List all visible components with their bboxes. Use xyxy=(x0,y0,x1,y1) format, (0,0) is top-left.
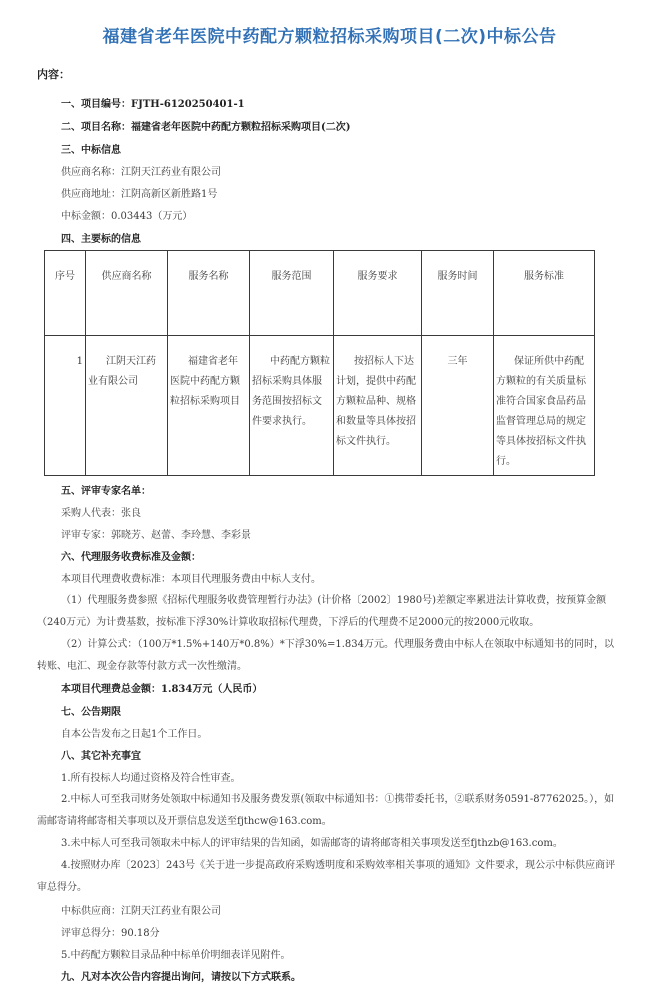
total-score: 评审总得分：90.18分 xyxy=(61,928,160,939)
fee-paragraph-1: （1）代理服务费参照《招标代理服务收费管理暂行办法》(计价格〔2002〕1980号)差额定率累进法计算收费，按预算金额（240万元）为计费基数，按标准下浮30%计算收取招标代理费，下浮后的代理费不足2000元的按2000元收取。 xyxy=(37,595,607,628)
fee-paragraph-2: （2）计算公式：（100万*1.5%+140万*0.8%）*下浮30%=1.834万元。代理服务费由中标人在领取中标通知书的同时，以转账、电汇、现金存款等付款方式一次性缴清。 xyxy=(37,639,614,672)
section-supplementary: 八、其它补充事宜 xyxy=(61,751,141,762)
note-4: 4.按照财办库〔2023〕243号《关于进一步提高政府采购透明度和采购效率相关事项的通知》文件要求，现公示中标供应商评审总得分。 xyxy=(37,860,616,893)
table-cell: 中药配方颗粒招标采购具体服务范围按招标文件要求执行。 xyxy=(250,336,334,476)
expert-list: 评审专家：郭晓芳、赵蕾、李玲慧、李彩景 xyxy=(61,530,251,541)
table-row xyxy=(45,336,595,476)
section-period: 七、公告期限 xyxy=(61,707,121,718)
header-cell: 服务时间 xyxy=(422,251,494,336)
table-cell: 福建省老年医院中药配方颗粒招标采购项目 xyxy=(168,336,250,476)
section-project-number: 一、项目编号：FJTH-6120250401-1 xyxy=(61,99,245,110)
header-cell: 服务范围 xyxy=(250,251,334,336)
table-header-row xyxy=(45,251,595,336)
content-label: 内容： xyxy=(37,68,70,81)
fee-total: 本项目代理费总金额：1.834万元（人民币） xyxy=(61,684,263,695)
section-experts: 五、评审专家名单： xyxy=(61,486,151,497)
page-title: 福建省老年医院中药配方颗粒招标采购项目(二次)中标公告 xyxy=(102,27,557,47)
period-text: 自本公告发布之日起1个工作日。 xyxy=(61,729,208,740)
header-cell: 服务要求 xyxy=(334,251,422,336)
supplier-address: 供应商地址：江阴高新区新胜路1号 xyxy=(61,189,218,200)
header-cell: 供应商名称 xyxy=(86,251,168,336)
section-contact: 九、凡对本次公告内容提出询问，请按以下方式联系。 xyxy=(61,972,301,983)
supplier-name: 供应商名称：江阴天江药业有限公司 xyxy=(61,167,221,178)
winning-supplier: 中标供应商：江阴天江药业有限公司 xyxy=(61,906,221,917)
items-table xyxy=(44,250,595,476)
section-project-name: 二、项目名称：福建省老年医院中药配方颗粒招标采购项目(二次) xyxy=(61,122,351,133)
note-1: 1.所有投标人均通过资格及符合性审查。 xyxy=(61,773,241,784)
buyer-representative: 采购人代表：张良 xyxy=(61,508,141,519)
note-2: 2.中标人可至我司财务处领取中标通知书及服务费发票(领取中标通知书：①携带委托书，②联系财务0591-87762025。），如需邮寄请将邮寄相关事项以及开票信息发送至fjthcw@163.com。 xyxy=(37,794,615,827)
note-5: 5.中药配方颗粒目录品种中标单价明细表详见附件。 xyxy=(61,950,291,961)
section-fees: 六、代理服务收费标准及金额： xyxy=(61,552,201,563)
header-cell: 序号 xyxy=(45,251,86,336)
table-cell: 三年 xyxy=(422,336,494,476)
table-cell: 保证所供中药配方颗粒的有关质量标准符合国家食品药品监督管理总局的规定等具体按招标文件执行。 xyxy=(494,336,595,476)
note-3: 3.未中标人可至我司领取未中标人的评审结果的告知函，如需邮寄的请将邮寄相关事项发送至fjthzb@163.com。 xyxy=(61,838,563,849)
award-amount: 中标金额：0.03443（万元） xyxy=(61,211,193,222)
fee-standard: 本项目代理费收费标准：本项目代理服务费由中标人支付。 xyxy=(61,574,321,585)
section-award-info: 三、中标信息 xyxy=(61,145,121,156)
header-cell: 服务名称 xyxy=(168,251,250,336)
header-cell: 服务标准 xyxy=(494,251,595,336)
table-cell: 1 xyxy=(45,336,86,476)
table-cell: 按招标人下达计划，提供中药配方颗粒品种、规格和数量等具体按招标文件执行。 xyxy=(334,336,422,476)
table-cell: 江阴天江药业有限公司 xyxy=(86,336,168,476)
section-main-items: 四、主要标的信息 xyxy=(61,234,141,245)
